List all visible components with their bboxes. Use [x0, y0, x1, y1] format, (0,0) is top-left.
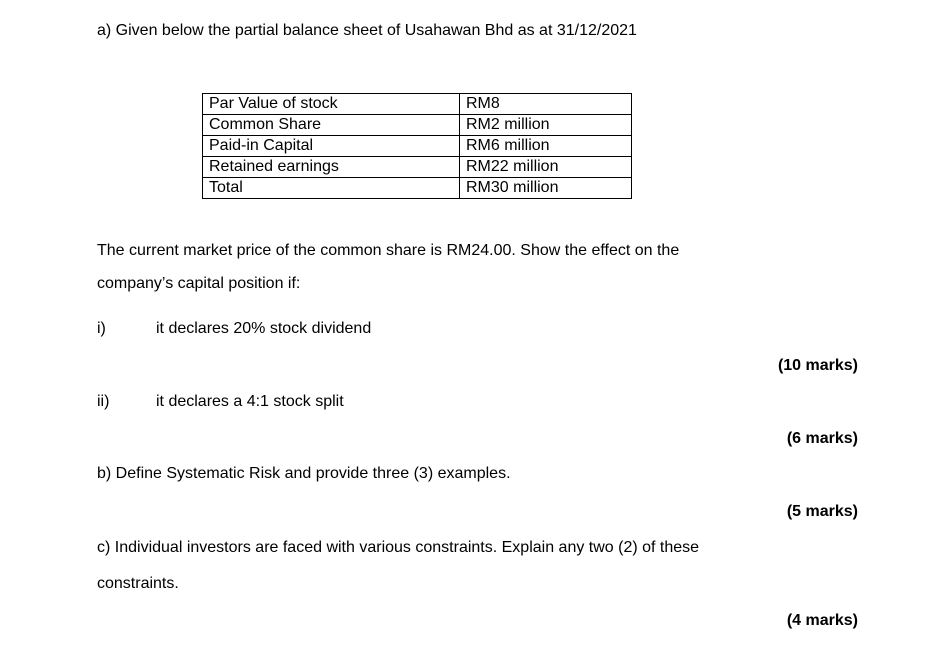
table-row: [203, 178, 632, 199]
item-ii-text: it declares a 4:1 stock split: [156, 393, 344, 410]
question-b-marks: (5 marks): [786, 503, 858, 520]
item-i-marks: (10 marks): [777, 357, 858, 374]
item-i-text: it declares 20% stock dividend: [156, 320, 372, 337]
question-a-heading: a) Given below the partial balance sheet of Usahawan Bhd as at 31/12/2021: [97, 22, 637, 39]
table-cell-label: Common Share: [203, 115, 460, 136]
question-a-paragraph-line2: company’s capital position if:: [97, 275, 301, 292]
question-c-line1: c) Individual investors are faced with various constraints. Explain any two (2) of these: [97, 539, 700, 556]
table-cell-value: RM30 million: [460, 178, 632, 199]
table-cell-label: Retained earnings: [203, 157, 460, 178]
table-row: [203, 157, 632, 178]
table-row: [203, 94, 632, 115]
question-c-line2: constraints.: [97, 575, 179, 592]
item-ii-number: ii): [97, 393, 110, 410]
table-cell-value: RM8: [460, 94, 632, 115]
table-cell-value: RM6 million: [460, 136, 632, 157]
table-cell-label: Par Value of stock: [203, 94, 460, 115]
balance-sheet-table: [202, 93, 632, 199]
question-c-marks: (4 marks): [786, 612, 858, 629]
table-cell-label: Total: [203, 178, 460, 199]
question-b-text: b) Define Systematic Risk and provide three (3) examples.: [97, 465, 511, 482]
question-a-paragraph-line1: The current market price of the common share is RM24.00. Show the effect on the: [97, 242, 680, 259]
table-cell-label: Paid-in Capital: [203, 136, 460, 157]
table-cell-value: RM22 million: [460, 157, 632, 178]
table-row: [203, 136, 632, 157]
table-row: [203, 115, 632, 136]
table-cell-value: RM2 million: [460, 115, 632, 136]
item-ii-marks: (6 marks): [786, 430, 858, 447]
item-i-number: i): [97, 320, 106, 337]
